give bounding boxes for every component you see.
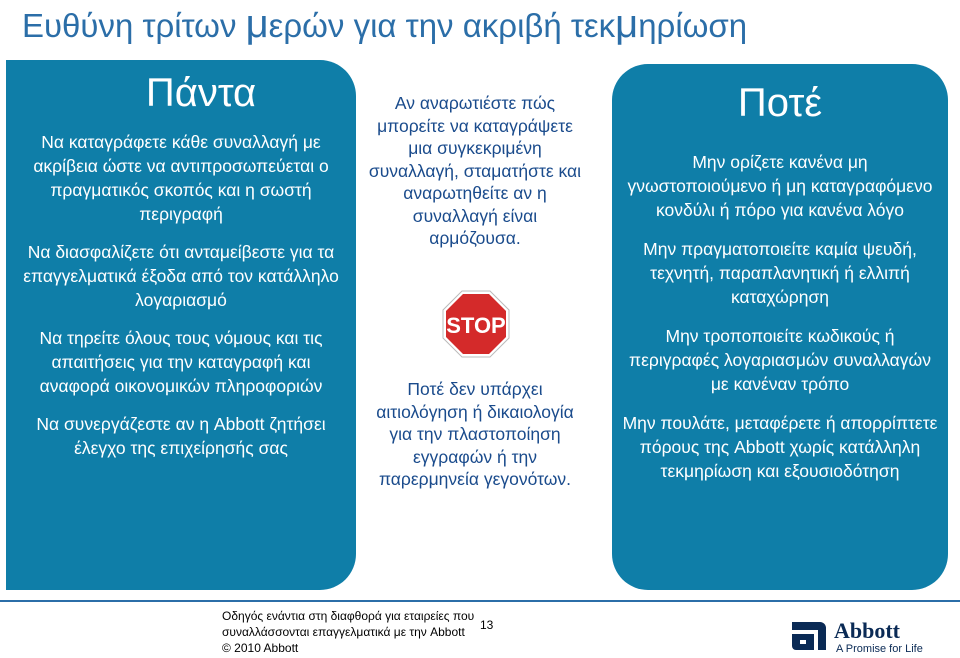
- logo-tagline: A Promise for Life: [836, 643, 923, 655]
- never-item: Μην ορίζετε κανένα μη γνωστοποιούμενο ή μη καταγραφόμενο κονδύλι ή πόρο για κανένα λόγο: [627, 152, 933, 220]
- always-item: Να συνεργάζεστε αν η Abbott ζητήσει έλεγχο της επιχείρησής σας: [36, 414, 326, 458]
- footer-line: συναλλάσσονται επαγγελματικά με την Abbott: [222, 625, 465, 639]
- footer-divider: [0, 600, 960, 602]
- title-text: Ευθύνη τρίτων: [22, 7, 246, 44]
- stop-sign-label: STOP: [446, 313, 506, 338]
- always-heading: Πάντα: [145, 71, 257, 115]
- abbott-logo-icon: [790, 620, 828, 652]
- page-title: [22, 4, 952, 46]
- title-text: μ: [615, 2, 639, 46]
- always-panel: [6, 60, 356, 590]
- always-item: Να καταγράφετε κάθε συναλλαγή με ακρίβεια ώστε να αντιπροσωπεύεται ο πραγματικός σκοπός και η σωστή περιγραφή: [33, 132, 329, 224]
- footer-text: [222, 608, 482, 656]
- never-heading: Ποτέ: [737, 81, 823, 125]
- title-text: μ: [245, 2, 269, 46]
- center-question-text: Αν αναρωτιέστε πώς μπορείτε να καταγράψετε μια συγκεκριμένη συναλλαγή, σταματήστε και αναρωτηθείτε αν η συναλλαγή είναι αρμόζουσα.: [368, 93, 582, 248]
- footer-line: Οδηγός ενάντια στη διαφθορά για εταιρείες που: [222, 609, 475, 623]
- title-text: ηρίωση: [638, 7, 748, 44]
- logo-name: Abbott: [834, 618, 901, 643]
- page-number: 13: [480, 618, 494, 632]
- always-item: Να τηρείτε όλους τους νόμους και τις απαιτήσεις για την καταγραφή και αναφορά οικονομικών πληροφοριών: [39, 328, 323, 396]
- never-item: Μην πραγματοποιείτε καμία ψευδή, τεχνητή, παραπλανητική ή ελλιπή καταχώρηση: [643, 239, 917, 307]
- never-item: Μην τροποποιείτε κωδικούς ή περιγραφές λογαριασμών συναλλαγών με κανέναν τρόπο: [629, 326, 931, 394]
- always-item: Να διασφαλίζετε ότι ανταμείβεστε για τα επαγγελματικά έξοδα από τον κατάλληλο λογαριασμό: [23, 242, 339, 310]
- title-text: ερών για την ακριβή τεκ: [268, 7, 616, 44]
- stop-sign-icon: [442, 290, 510, 358]
- abbott-logo: [790, 618, 950, 658]
- never-item: Μην πουλάτε, μεταφέρετε ή απορρίπτετε πόρους της Abbott χωρίς κατάλληλη τεκμηρίωση και εξουσιοδότηση: [622, 413, 938, 481]
- footer-copyright: © 2010 Abbott: [222, 641, 299, 655]
- center-warning-text: Ποτέ δεν υπάρχει αιτιολόγηση ή δικαιολογία για την πλαστοποίηση εγγραφών ή την παρερμηνεία γεγονότων.: [376, 379, 574, 489]
- never-panel: [612, 64, 948, 590]
